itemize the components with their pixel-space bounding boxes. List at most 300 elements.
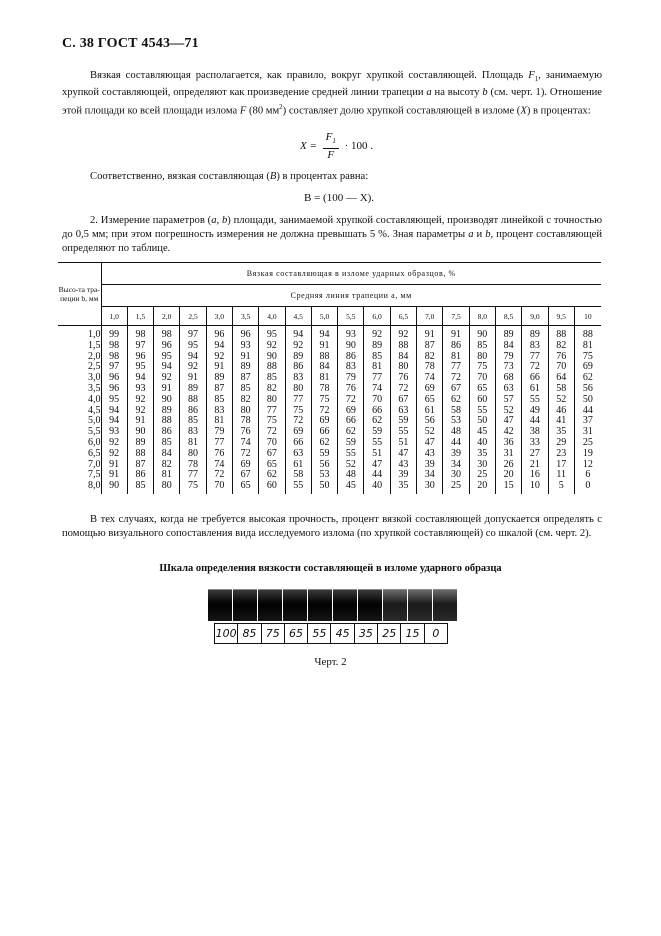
fracture-swatch <box>358 589 382 621</box>
table-cell: 5 <box>548 481 574 494</box>
table-cell: 85 <box>259 373 285 384</box>
table-cell: 47 <box>417 438 443 449</box>
table-cell: 89 <box>364 341 390 352</box>
table-cell: 58 <box>285 470 311 481</box>
table-cell: 48 <box>338 470 364 481</box>
table-cell: 62 <box>364 416 390 427</box>
table-cell: 78 <box>311 384 337 395</box>
table-cell: 89 <box>495 326 521 341</box>
column-header: 7,5 <box>443 307 469 326</box>
table-cell: 85 <box>206 395 232 406</box>
table-cell: 69 <box>417 384 443 395</box>
table-cell: 75 <box>180 481 206 494</box>
table-cell: 81 <box>582 339 593 351</box>
table-cell: 94 <box>101 416 127 427</box>
table-cell: 96 <box>101 373 127 384</box>
table-cell: 75 <box>259 416 285 427</box>
table-cell: 55 <box>285 481 311 494</box>
table-cell: 58 <box>443 406 469 417</box>
column-header: 5,0 <box>311 307 337 326</box>
table-cell: 55 <box>338 449 364 460</box>
table-cell: 77 <box>206 438 232 449</box>
row-label: 7,5 <box>58 470 101 481</box>
table-cell: 98 <box>154 326 180 341</box>
fracture-swatch <box>383 589 407 621</box>
table-cell: 55 <box>522 395 548 406</box>
table-cell: 86 <box>285 362 311 373</box>
table-cell: 95 <box>127 362 153 373</box>
table-cell: 66 <box>364 406 390 417</box>
table-cell: 34 <box>443 460 469 471</box>
table-cell: 63 <box>285 449 311 460</box>
fracture-swatch <box>208 589 232 621</box>
table-cell: 61 <box>522 384 548 395</box>
table-cell: 60 <box>259 481 285 494</box>
table-cell: 67 <box>232 470 258 481</box>
table-cell: 98 <box>101 352 127 363</box>
table-cell: 93 <box>338 326 364 341</box>
table-cell: 96 <box>127 352 153 363</box>
row-label: 1,5 <box>58 341 101 352</box>
table-cell: 31 <box>582 426 593 438</box>
table-cell: 59 <box>338 438 364 449</box>
table-cell: 86 <box>127 470 153 481</box>
column-header: 8,5 <box>495 307 521 326</box>
table-cell: 89 <box>232 362 258 373</box>
table-cell: 91 <box>443 326 469 341</box>
scale-label: 25 <box>378 624 401 643</box>
fracture-swatch <box>258 589 282 621</box>
table-cell: 75 <box>311 395 337 406</box>
table-cell: 88 <box>390 341 416 352</box>
table-cell: 66 <box>522 373 548 384</box>
table-cell: 94 <box>101 406 127 417</box>
table-cell: 60 <box>469 395 495 406</box>
table-cell: 82 <box>548 341 574 352</box>
table-cell: 61 <box>417 406 443 417</box>
table-cell: 83 <box>180 427 206 438</box>
table-cell: 79 <box>495 352 521 363</box>
table-cell: 69 <box>582 361 593 373</box>
table-cell: 65 <box>469 384 495 395</box>
table-cell: 26 <box>495 460 521 471</box>
table-cell: 94 <box>180 352 206 363</box>
table-cell: 40 <box>469 438 495 449</box>
table-cell: 91 <box>127 416 153 427</box>
table-cell: 77 <box>443 362 469 373</box>
fracture-swatch <box>333 589 357 621</box>
table-cell: 62 <box>443 395 469 406</box>
table-cell: 92 <box>364 326 390 341</box>
table-cell: 80 <box>180 449 206 460</box>
row-label: 3,5 <box>58 384 101 395</box>
row-label: 4,5 <box>58 406 101 417</box>
table-row <box>58 395 601 406</box>
table-cell: 90 <box>259 352 285 363</box>
row-label: 2,0 <box>58 352 101 363</box>
table-cell: 30 <box>469 460 495 471</box>
row-label: 4,0 <box>58 395 101 406</box>
table-cell: 85 <box>180 416 206 427</box>
table-cell: 88 <box>548 326 574 341</box>
table-cell: 96 <box>154 341 180 352</box>
fracture-swatch <box>433 589 457 621</box>
figure-caption: Черт. 2 <box>314 656 347 668</box>
table-cell: 97 <box>180 326 206 341</box>
table-cell: 89 <box>522 326 548 341</box>
row-label: 8,0 <box>58 481 101 494</box>
table-cell: 85 <box>364 352 390 363</box>
scale-label: 35 <box>355 624 378 643</box>
table-cell: 72 <box>285 416 311 427</box>
table-cell: 58 <box>548 384 574 395</box>
table-cell: 52 <box>495 406 521 417</box>
table-cell: 98 <box>127 326 153 341</box>
table-row <box>58 481 601 494</box>
table-cell: 23 <box>548 449 574 460</box>
table-cell: 48 <box>443 427 469 438</box>
column-header: 4,0 <box>259 307 285 326</box>
table-cell: 69 <box>338 406 364 417</box>
table-title: Вязкая составляющая в изломе ударных образцов, % <box>101 263 601 285</box>
table-cell: 66 <box>311 427 337 438</box>
table-cell: 56 <box>582 382 593 394</box>
row-label: 1,0 <box>58 326 101 341</box>
table-cell: 89 <box>154 406 180 417</box>
paragraph-4: В тех случаях, когда не требуется высокая прочность, процент вязкой составляющей допускается определять с помощью визуального сопоставления вида исследуемого излома (по хрупкой составляющей) со шкалой (см. черт. 2). <box>62 514 602 539</box>
table-row <box>58 449 601 460</box>
table-cell: 67 <box>443 384 469 395</box>
table-cell: 45 <box>338 481 364 494</box>
table-cell: 55 <box>390 427 416 438</box>
table-cell: 82 <box>417 352 443 363</box>
scale-label: 65 <box>285 624 308 643</box>
column-header: 6,0 <box>364 307 390 326</box>
table-cell: 90 <box>154 395 180 406</box>
table-cell: 97 <box>101 362 127 373</box>
column-header: 5,5 <box>338 307 364 326</box>
table-cell: 43 <box>417 449 443 460</box>
table-cell: 98 <box>101 341 127 352</box>
table-cell: 75 <box>285 406 311 417</box>
table-cell: 44 <box>582 404 593 416</box>
table-cell: 43 <box>390 460 416 471</box>
table-cell: 44 <box>522 416 548 427</box>
table-cell: 94 <box>285 326 311 341</box>
table-cell: 91 <box>101 460 127 471</box>
table-cell: 46 <box>548 406 574 417</box>
table-cell: 70 <box>469 373 495 384</box>
table-cell: 91 <box>180 373 206 384</box>
table-row <box>58 341 601 352</box>
table-cell: 93 <box>101 427 127 438</box>
table-cell: 96 <box>206 326 232 341</box>
table-cell: 81 <box>443 352 469 363</box>
table-cell: 11 <box>548 470 574 481</box>
table-cell: 81 <box>311 373 337 384</box>
table-cell: 72 <box>443 373 469 384</box>
table-cell: 81 <box>154 470 180 481</box>
column-headers <box>58 307 601 326</box>
table-cell: 92 <box>127 406 153 417</box>
table-cell: 27 <box>522 449 548 460</box>
table-cell: 70 <box>206 481 232 494</box>
table-cell: 81 <box>180 438 206 449</box>
row-label: 3,0 <box>58 373 101 384</box>
table-cell: 99 <box>101 326 127 341</box>
table-cell: 25 <box>469 470 495 481</box>
table-cell: 29 <box>548 438 574 449</box>
table-cell: 35 <box>469 449 495 460</box>
paragraph-1: Вязкая составляющая располагается, как правило, вокруг хрупкой составляющей. Площадь $F_1$, занимаемую хрупкой составляющей, определяют как произведение средней линии трапеции a на высоту b (см. черт. 1). Отношение этой площади ко всей площади излома F (80 $мм^2$) составляет долю хрупкой составляющей в изломе (X) в процентах: <box>62 70 602 117</box>
table-cell: 83 <box>206 406 232 417</box>
table-cell: 88 <box>180 395 206 406</box>
viscosity-table <box>58 262 601 494</box>
table-cell: 42 <box>495 427 521 438</box>
table-cell: 81 <box>206 416 232 427</box>
table-cell: 97 <box>127 341 153 352</box>
table-cell: 92 <box>285 341 311 352</box>
table-cell: 95 <box>101 395 127 406</box>
table-cell: 89 <box>206 373 232 384</box>
table-cell: 90 <box>101 481 127 494</box>
table-cell: 75 <box>469 362 495 373</box>
table-cell: 85 <box>154 438 180 449</box>
table-cell: 86 <box>338 352 364 363</box>
table-cell: 76 <box>206 449 232 460</box>
table-cell: 92 <box>101 438 127 449</box>
table-cell: 86 <box>180 406 206 417</box>
table-cell: 79 <box>338 373 364 384</box>
table-cell: 90 <box>338 341 364 352</box>
table-cell: 86 <box>443 341 469 352</box>
table-cell: 63 <box>390 406 416 417</box>
row-label: 5,0 <box>58 416 101 427</box>
table-cell: 80 <box>390 362 416 373</box>
table-cell: 50 <box>469 416 495 427</box>
row-label: 5,5 <box>58 427 101 438</box>
table-cell: 92 <box>390 326 416 341</box>
table-cell: 88 <box>127 449 153 460</box>
row-label: 7,0 <box>58 460 101 471</box>
table-cell: 44 <box>443 438 469 449</box>
column-header: 6,5 <box>390 307 416 326</box>
table-cell: 88 <box>311 352 337 363</box>
table-cell: 19 <box>582 447 593 459</box>
table-cell: 49 <box>522 406 548 417</box>
table-cell: 74 <box>232 438 258 449</box>
table-cell: 76 <box>548 352 574 363</box>
column-header: 2,0 <box>154 307 180 326</box>
table-cell: 12 <box>582 458 593 470</box>
table-cell: 80 <box>154 481 180 494</box>
table-cell: 94 <box>311 326 337 341</box>
table-cell: 59 <box>390 416 416 427</box>
table-cell: 66 <box>285 438 311 449</box>
paragraph-3: 2. Измерение параметров (a, b) площади, занимаемой хрупкой составляющей, производят линейкой с точностью до 0,5 мм; при этом погрешность измерения не должна превышать 5 %. Зная параметры a и b, процент составляющей определяют по таблице. <box>62 215 603 254</box>
table-cell: 56 <box>417 416 443 427</box>
table-cell: 34 <box>417 470 443 481</box>
column-header: 10 <box>574 307 601 326</box>
table-cell: 16 <box>522 470 548 481</box>
column-header: 8,0 <box>469 307 495 326</box>
column-header: 3,0 <box>206 307 232 326</box>
table-cell: 50 <box>311 481 337 494</box>
table-cell: 87 <box>206 384 232 395</box>
table-cell: 40 <box>364 481 390 494</box>
table-cell: 78 <box>232 416 258 427</box>
table-subtitle: Средняя линия трапеции a, мм <box>101 285 601 307</box>
table-cell: 83 <box>522 341 548 352</box>
table-cell: 87 <box>127 460 153 471</box>
formula-b: B = (100 — X). <box>304 192 375 204</box>
scale-label: 0 <box>432 627 440 640</box>
table-cell: 94 <box>206 341 232 352</box>
table-cell: 65 <box>417 395 443 406</box>
table-cell: 82 <box>154 460 180 471</box>
table-cell: 76 <box>232 427 258 438</box>
column-header: 3,5 <box>232 307 258 326</box>
table-cell: 72 <box>338 395 364 406</box>
table-cell: 61 <box>285 460 311 471</box>
table-cell: 95 <box>259 326 285 341</box>
table-cell: 93 <box>127 384 153 395</box>
scale-labels <box>214 623 448 644</box>
table-row <box>58 326 601 341</box>
table-cell: 96 <box>232 326 258 341</box>
fracture-swatch <box>283 589 307 621</box>
table-cell: 90 <box>469 326 495 341</box>
scale-label: 85 <box>238 624 261 643</box>
table-cell: 35 <box>548 427 574 438</box>
column-header: 9,0 <box>522 307 548 326</box>
table-cell: 91 <box>154 384 180 395</box>
table-cell: 55 <box>469 406 495 417</box>
table-cell: 84 <box>390 352 416 363</box>
fracture-swatches <box>208 589 457 620</box>
page-header: С. 38 ГОСТ 4543—71 <box>62 36 199 51</box>
row-label: 6,5 <box>58 449 101 460</box>
table-cell: 87 <box>232 373 258 384</box>
row-header: Высо-та тра-пеции b, мм <box>58 263 101 326</box>
table-cell: 77 <box>259 406 285 417</box>
table-cell: 88 <box>259 362 285 373</box>
table-cell: 81 <box>364 362 390 373</box>
table-cell: 84 <box>311 362 337 373</box>
table-cell: 84 <box>154 449 180 460</box>
table-cell: 59 <box>364 427 390 438</box>
table-cell: 56 <box>311 460 337 471</box>
table-cell: 92 <box>206 352 232 363</box>
table-cell: 50 <box>582 393 593 405</box>
table-cell: 67 <box>390 395 416 406</box>
row-label: 6,0 <box>58 438 101 449</box>
table-cell: 25 <box>443 481 469 494</box>
table-cell: 87 <box>417 341 443 352</box>
table-cell: 53 <box>443 416 469 427</box>
table-cell: 51 <box>390 438 416 449</box>
table-cell: 69 <box>311 416 337 427</box>
table-cell: 89 <box>180 384 206 395</box>
table-cell: 25 <box>582 436 593 448</box>
table-cell: 91 <box>417 326 443 341</box>
table-cell: 83 <box>285 373 311 384</box>
table-cell: 77 <box>180 470 206 481</box>
table-cell: 20 <box>495 470 521 481</box>
table-cell: 70 <box>259 438 285 449</box>
table-cell: 79 <box>206 427 232 438</box>
row-label: 2,5 <box>58 362 101 373</box>
table-cell: 74 <box>206 460 232 471</box>
table-cell: 10 <box>522 481 548 494</box>
table-cell: 92 <box>180 362 206 373</box>
column-header: 4,5 <box>285 307 311 326</box>
fracture-swatch <box>308 589 332 621</box>
table-cell: 37 <box>582 415 593 427</box>
table-cell: 64 <box>548 373 574 384</box>
table-cell: 82 <box>232 395 258 406</box>
table-cell: 52 <box>548 395 574 406</box>
table-cell: 20 <box>469 481 495 494</box>
table-cell: 82 <box>259 384 285 395</box>
table-cell: 93 <box>232 341 258 352</box>
table-cell: 83 <box>338 362 364 373</box>
table-cell: 17 <box>548 460 574 471</box>
table-cell: 63 <box>495 384 521 395</box>
table-cell: 51 <box>364 449 390 460</box>
table-cell: 45 <box>469 427 495 438</box>
table-cell: 80 <box>469 352 495 363</box>
table-cell: 62 <box>311 438 337 449</box>
table-cell: 76 <box>338 384 364 395</box>
table-cell: 0 <box>585 480 591 492</box>
table-cell: 72 <box>390 384 416 395</box>
table-cell: 62 <box>259 470 285 481</box>
table-cell: 96 <box>101 384 127 395</box>
table-cell: 88 <box>582 329 593 340</box>
table-cell: 47 <box>364 460 390 471</box>
table-cell: 78 <box>417 362 443 373</box>
table-cell: 39 <box>443 449 469 460</box>
table-cell: 39 <box>417 460 443 471</box>
table-cell: 6 <box>585 469 591 481</box>
table-cell: 85 <box>469 341 495 352</box>
table-cell: 41 <box>548 416 574 427</box>
table-cell: 89 <box>285 352 311 363</box>
table-cell: 75 <box>582 350 593 362</box>
table-cell: 68 <box>495 373 521 384</box>
table-cell: 84 <box>495 341 521 352</box>
table-cell: 62 <box>338 427 364 438</box>
column-header: 7,0 <box>417 307 443 326</box>
scale-label: 45 <box>331 624 354 643</box>
table-cell: 80 <box>259 395 285 406</box>
fracture-swatch <box>408 589 432 621</box>
table-cell: 21 <box>522 460 548 471</box>
table-cell: 74 <box>417 373 443 384</box>
table-cell: 47 <box>390 449 416 460</box>
table-cell: 92 <box>127 395 153 406</box>
table-cell: 65 <box>259 460 285 471</box>
table-cell: 94 <box>154 362 180 373</box>
table-cell: 70 <box>364 395 390 406</box>
table-cell: 38 <box>522 427 548 438</box>
table-cell: 91 <box>311 341 337 352</box>
table-cell: 52 <box>417 427 443 438</box>
table-cell: 52 <box>338 460 364 471</box>
table-cell: 85 <box>127 481 153 494</box>
scale-label: 75 <box>262 624 285 643</box>
